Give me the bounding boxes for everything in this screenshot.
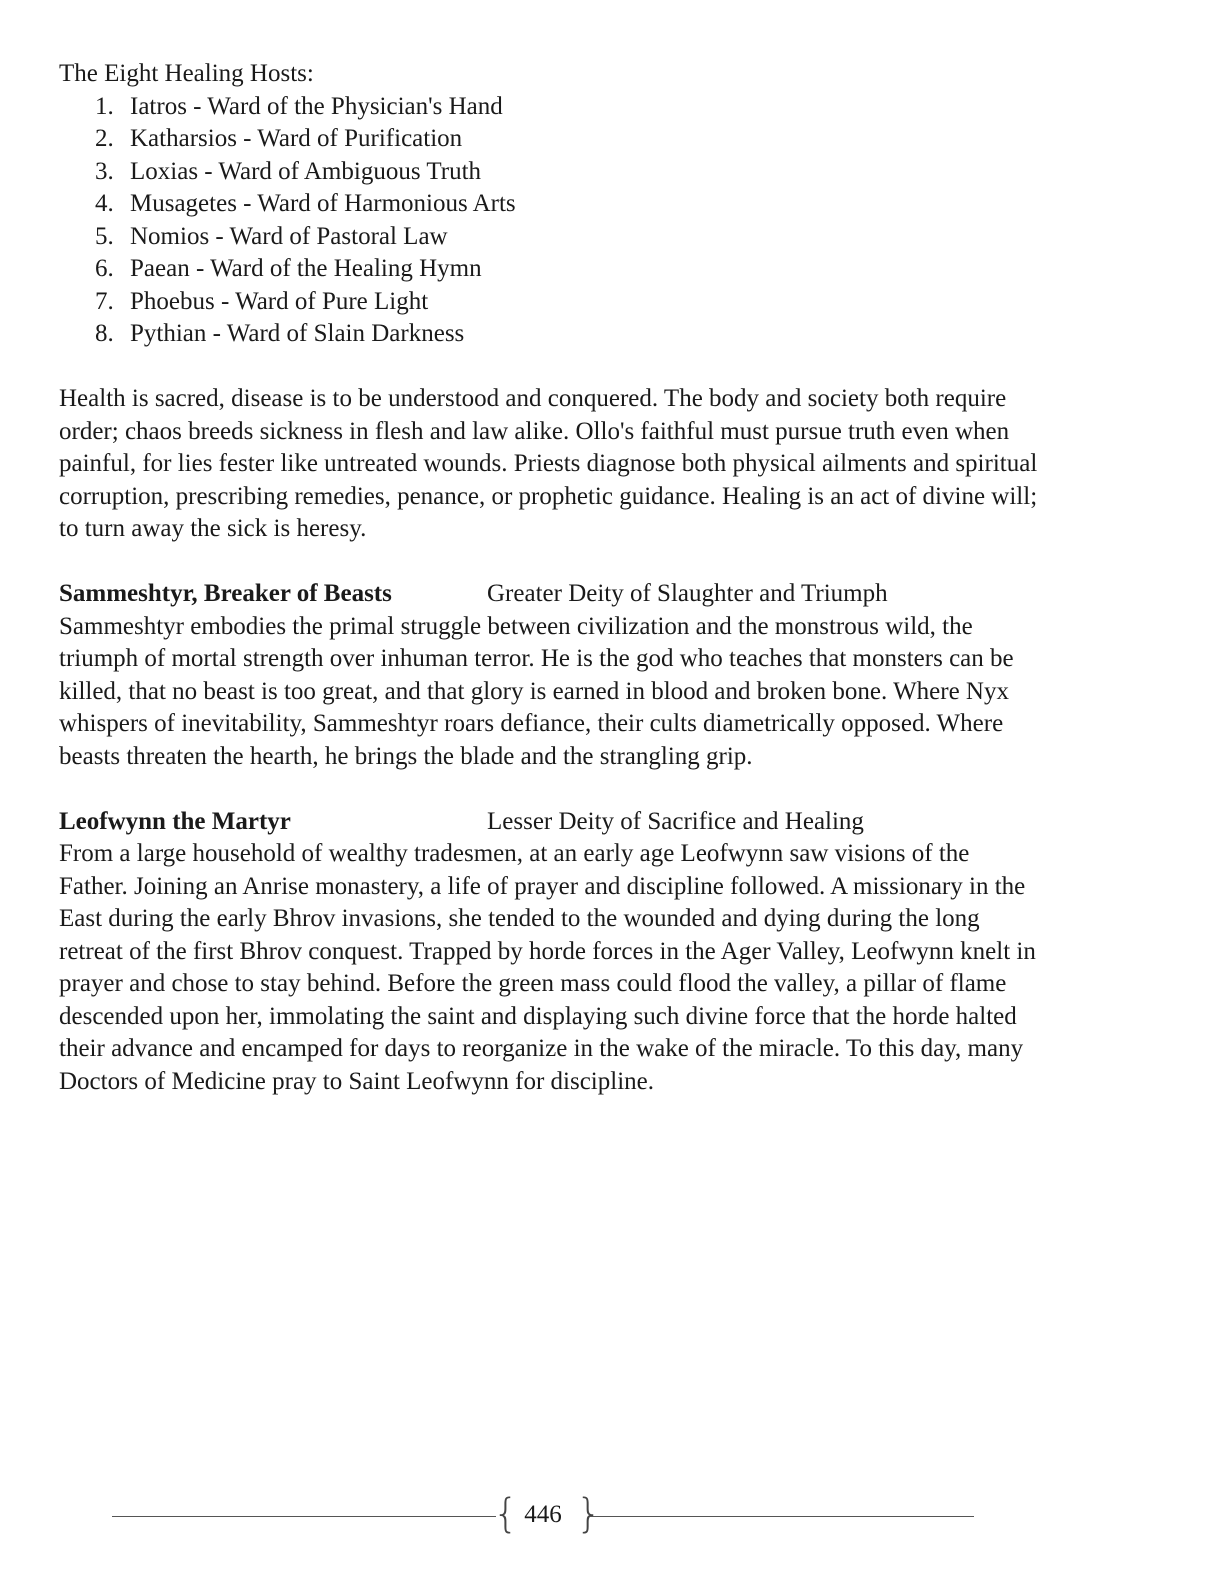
list-item-number: 2. [95,125,114,152]
leofwynn-description: From a large household of wealthy tradesmen, at an early age Leofwynn saw visions of the Father. Joining an Anrise monastery, a life of prayer and discipline followed. A missionary in the East during the early Bhrov invasions, she tended to the wounded and dying during the long retreat of the first Bhrov conquest. Trapped by horde forces in the Ager Valley, Leofwynn knelt in prayer and chose to stay behind. Before the green mass could flood the valley, a pillar of flame descended upon her, immolating the saint and displaying such divine force that the horde halted their advance and encamped for days to reorganize in the wake of the miracle. To this day, many Doctors of Medicine pray to Saint Leofwynn for discipline. [59,840,1036,1095]
list-item [95,188,1039,221]
list-item-text: Pythian - Ward of Slain Darkness [130,320,465,347]
sammeshtyr-rank: Greater Deity of Slaughter and Triumph [487,580,888,607]
list-item-number: 4. [95,190,114,217]
leofwynn-name: Leofwynn the Martyr [59,807,291,835]
footer-rule-right [590,1516,974,1517]
sammeshtyr-name: Sammeshtyr, Breaker of Beasts [59,580,392,607]
list-item [95,253,1039,286]
list-item-text: Katharsios - Ward of Purification [130,125,463,152]
sammeshtyr-description: Sammeshtyr embodies the primal struggle between civilization and the monstrous wild, the triumph of mortal strength over inhuman terror. He is the god who teaches that monsters can be killed, that no beast is too great, and that glory is earned in blood and broken bone. Where Nyx whispers of inevitability, Sammeshtyr roars defiance, their cults diametrically opposed. Where beasts threaten the hearth, he brings the blade and the strangling grip. [59,612,1014,770]
list-item-text: Loxias - Ward of Ambiguous Truth [130,157,482,185]
list-item-number: 5. [95,222,114,250]
leofwynn-heading [59,806,1039,839]
footer-brace-right: } [576,1491,602,1537]
list-item [95,156,1039,189]
list-item-number: 6. [95,255,114,282]
sammeshtyr-heading [59,578,1039,611]
list-item-number: 3. [95,157,114,185]
list-item-number: 1. [95,92,114,120]
hosts-list [59,91,1039,351]
list-item-text: Paean - Ward of the Healing Hymn [130,255,482,282]
list-item-number: 8. [95,320,114,347]
list-item [95,221,1039,254]
list-item-text: Phoebus - Ward of Pure Light [130,287,429,315]
page-footer [112,1491,974,1540]
list-item [95,91,1039,124]
doctrine-paragraph: Health is sacred, disease is to be understood and conquered. The body and society both require order; chaos breeds sickness in flesh and law alike. Ollo's faithful must pursue truth even when painful, for lies fester like untreated wounds. Priests diagnose both physical ailments and spiritual corruption, prescribing remedies, penance, or prophetic guidance. Healing is an act of divine will; to turn away the sick is heresy. [59,385,1038,542]
page-content [59,58,1039,1098]
list-item [95,318,1039,351]
hosts-title: The Eight Healing Hosts: [59,60,314,87]
footer-brace-left: { [493,1491,519,1537]
list-item-text: Musagetes - Ward of Harmonious Arts [130,190,516,217]
list-item [95,123,1039,156]
leofwynn-rank: Lesser Deity of Sacrifice and Healing [487,807,864,835]
page-number: 446 [524,1501,562,1528]
list-item-text: Nomios - Ward of Pastoral Law [130,222,448,250]
list-item-number: 7. [95,287,114,315]
list-item-text: Iatros - Ward of the Physician's Hand [130,92,503,120]
footer-rule-left [112,1516,496,1517]
list-item [95,286,1039,319]
